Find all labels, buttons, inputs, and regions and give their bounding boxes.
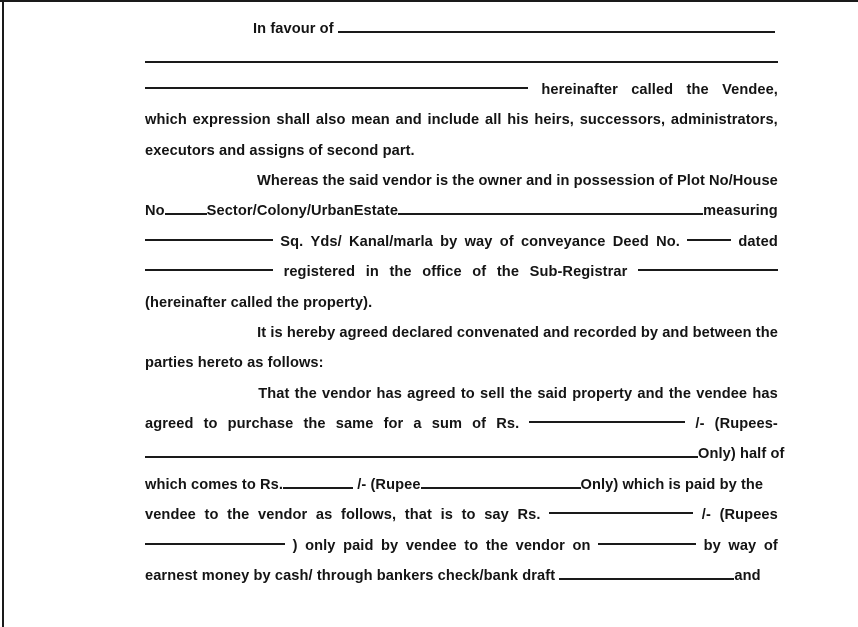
document-text: executors and assigns of second part.: [145, 142, 415, 159]
document-text: as: [315, 507, 333, 524]
document-text: Plot: [676, 172, 705, 189]
paragraph-indent: [145, 379, 253, 409]
document-text: /-: [701, 507, 711, 524]
document-text: and: [395, 112, 422, 129]
document-text: No.: [656, 233, 680, 250]
document-text: heirs,: [534, 112, 574, 129]
document-text: the: [485, 537, 509, 554]
fill-in-blank-rule[interactable]: [598, 531, 696, 545]
document-line: [145, 166, 778, 196]
document-text: in: [365, 264, 379, 281]
document-text: office: [422, 264, 462, 281]
document-text: ): [292, 537, 298, 554]
document-line: [145, 500, 778, 530]
fill-in-blank-rule[interactable]: [145, 49, 778, 63]
document-text: to: [460, 385, 475, 402]
document-text: declared: [391, 324, 453, 341]
document-line: [145, 348, 778, 378]
document-text: Yds/: [310, 233, 342, 250]
document-text: Only) half of: [698, 446, 785, 463]
document-text: and: [526, 172, 553, 189]
fill-in-blank-rule[interactable]: [283, 475, 353, 489]
document-text: No/House: [708, 172, 778, 189]
fill-in-blank-rule[interactable]: [559, 566, 734, 580]
document-text: /-: [695, 416, 705, 433]
document-line: [145, 561, 778, 591]
fill-in-blank-rule[interactable]: [558, 445, 698, 459]
document-text: purchase: [227, 416, 294, 433]
document-text: No: [145, 203, 165, 220]
document-line: [145, 288, 778, 318]
fill-in-blank-rule[interactable]: [421, 475, 581, 489]
document-text: sum: [431, 416, 463, 433]
fill-in-blank-rule[interactable]: [145, 257, 273, 271]
document-line: [145, 227, 778, 257]
document-text: possession: [573, 172, 655, 189]
document-text: follows,: [341, 507, 397, 524]
document-line: [145, 318, 778, 348]
document-text: only: [305, 537, 336, 554]
fill-in-blank-rule[interactable]: [529, 409, 685, 423]
document-text: Only) which is paid by the: [580, 476, 764, 493]
fill-in-blank-rule[interactable]: [165, 201, 207, 215]
document-text: measuring: [703, 203, 778, 220]
document-line: [145, 44, 778, 74]
document-text: the: [686, 81, 709, 98]
fill-in-blank-rule[interactable]: [145, 75, 528, 89]
document-text: the: [322, 172, 345, 189]
document-text: the: [509, 385, 533, 402]
document-line: [145, 75, 778, 105]
document-text: all: [485, 112, 502, 129]
document-text: which: [145, 112, 187, 129]
document-text: has: [752, 385, 778, 402]
document-text: of: [763, 537, 778, 554]
document-text: sell: [480, 385, 505, 402]
document-text: has: [376, 385, 402, 402]
document-text: /- (Rupee: [353, 476, 421, 493]
document-text: and: [734, 568, 761, 585]
document-text: In favour of: [253, 21, 338, 37]
document-text: vendor: [258, 507, 308, 524]
document-text: and: [543, 324, 570, 341]
document-text: also: [315, 112, 346, 129]
document-text: in: [556, 172, 570, 189]
document-text: vendee: [145, 507, 196, 524]
document-text: paid: [343, 537, 374, 554]
document-line: [145, 196, 778, 226]
document-text: to: [203, 416, 218, 433]
document-text: said: [537, 385, 567, 402]
document-text: to: [464, 537, 479, 554]
document-text: way: [728, 537, 757, 554]
document-text: by: [381, 537, 399, 554]
document-text: the: [496, 264, 520, 281]
document-text: registered: [283, 264, 356, 281]
document-text: vendee: [405, 537, 457, 554]
document-line: [145, 439, 785, 469]
document-text: dated: [738, 233, 778, 250]
document-line: [145, 14, 778, 44]
paragraph-indent: [145, 166, 253, 196]
document-text: agreed: [339, 324, 388, 341]
document-text: administrators,: [670, 112, 778, 129]
document-text: and: [637, 385, 664, 402]
document-text: hereinafter: [541, 81, 618, 98]
document-text: between: [692, 324, 752, 341]
document-text: successors,: [579, 112, 666, 129]
fill-in-blank-rule[interactable]: [145, 531, 285, 545]
document-text: Rs.: [496, 416, 520, 433]
document-text: that: [404, 507, 432, 524]
document-text: is: [435, 172, 449, 189]
document-text: is: [270, 324, 283, 341]
document-text: (Rupees-: [714, 416, 778, 433]
document-line: [145, 531, 778, 561]
document-text: the: [227, 507, 250, 524]
document-text: vendee: [696, 385, 748, 402]
document-text: Sq.: [280, 233, 304, 250]
document-text: to: [461, 507, 476, 524]
document-text: way: [464, 233, 493, 250]
document-text: vendor: [322, 385, 372, 402]
document-body: [145, 14, 785, 591]
fill-in-blank-rule[interactable]: [338, 19, 775, 33]
fill-in-blank-rule[interactable]: [145, 227, 273, 241]
document-text: say: [484, 507, 509, 524]
paragraph-indent: [145, 318, 253, 348]
document-text: same: [335, 416, 374, 433]
page-top-border: [0, 0, 858, 2]
document-text: vendor: [382, 172, 432, 189]
document-text: Sector/Colony/UrbanEstate: [206, 203, 399, 220]
document-text: agreed: [145, 416, 194, 433]
document-text: Sub-Registrar: [529, 264, 628, 281]
document-line: [145, 105, 778, 135]
document-text: and: [662, 324, 689, 341]
document-text: to: [204, 507, 219, 524]
document-text: the: [755, 324, 778, 341]
document-text: the: [668, 385, 692, 402]
document-text: by: [703, 537, 721, 554]
document-text: said: [348, 172, 379, 189]
document-text: expression: [192, 112, 271, 129]
document-text: Vendee,: [722, 81, 778, 98]
document-text: shall: [276, 112, 311, 129]
document-text: conveyance: [520, 233, 606, 250]
fill-in-blank-rule[interactable]: [549, 500, 693, 514]
document-line: [145, 379, 778, 409]
document-text: recorded: [573, 324, 637, 341]
document-line: [145, 136, 778, 166]
document-line: [145, 409, 778, 439]
document-text: of: [658, 172, 673, 189]
page-left-border: [2, 0, 4, 627]
document-text: Rs.: [517, 507, 541, 524]
document-text: of: [472, 264, 487, 281]
document-text: Whereas: [257, 172, 319, 189]
document-text: agreed: [407, 385, 456, 402]
document-text: parties hereto as follows:: [145, 355, 324, 372]
document-text: the: [294, 385, 317, 402]
document-text: which comes to Rs.: [145, 476, 284, 493]
document-text: of: [472, 416, 487, 433]
document-text: the: [452, 172, 475, 189]
fill-in-blank-rule[interactable]: [638, 257, 778, 271]
fill-in-blank-rule[interactable]: [687, 227, 731, 241]
document-text: vendor: [515, 537, 565, 554]
fill-in-blank-rule[interactable]: [145, 445, 558, 459]
document-text: called: [631, 81, 674, 98]
document-line: [145, 257, 778, 287]
document-text: property: [572, 385, 633, 402]
document-text: It: [257, 324, 267, 341]
document-text: a: [413, 416, 422, 433]
document-text: That: [258, 385, 290, 402]
document-text: convenated: [456, 324, 540, 341]
document-text: by: [640, 324, 659, 341]
document-text: mean: [351, 112, 390, 129]
document-text: for: [383, 416, 404, 433]
document-text: is: [440, 507, 453, 524]
document-text: (hereinafter called the property).: [145, 294, 373, 311]
document-text: Kanal/marla: [349, 233, 433, 250]
document-text: hereby: [286, 324, 336, 341]
document-text: Deed: [612, 233, 649, 250]
document-text: (Rupees: [719, 507, 778, 524]
document-text: the: [303, 416, 326, 433]
document-text: of: [499, 233, 514, 250]
document-text: include: [427, 112, 480, 129]
document-text: his: [507, 112, 529, 129]
document-line: [145, 470, 778, 500]
document-text: earnest money by cash/ through bankers check/bank draft: [145, 568, 560, 585]
document-text: by: [440, 233, 458, 250]
document-text: on: [572, 537, 591, 554]
fill-in-blank-rule[interactable]: [398, 201, 703, 215]
document-text: the: [389, 264, 412, 281]
document-text: owner: [478, 172, 523, 189]
